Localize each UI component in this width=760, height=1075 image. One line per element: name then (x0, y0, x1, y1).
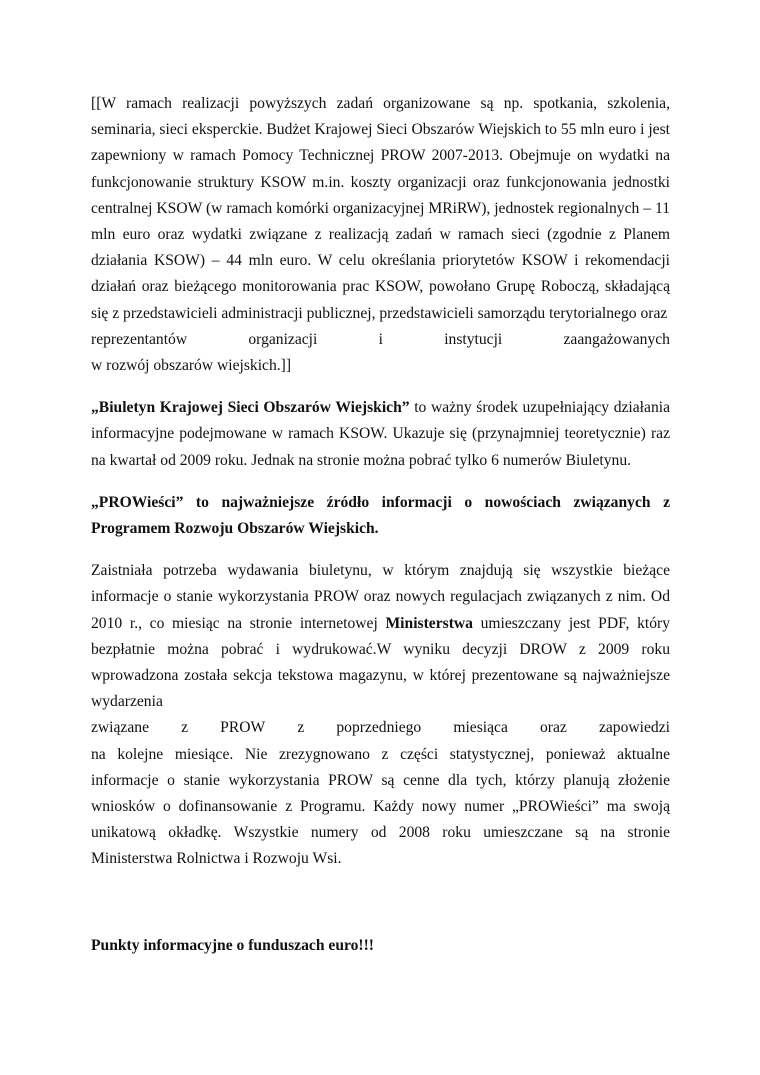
justified-line (91, 715, 670, 741)
paragraph-ksow-budget (91, 91, 670, 379)
word: z (181, 719, 189, 737)
document-page (91, 91, 670, 959)
punkty-heading-text: Punkty informacyjne o funduszach euro!!! (91, 936, 375, 954)
word: z (297, 719, 305, 737)
ministerstwa-bold: Ministerstwa (385, 614, 473, 632)
prowiesci-text-b: umieszczany jest PDF, który bezpłatnie można pobrać i wydrukować.W wyniku decyzji DROW z 2009 roku wprowadzona została sekcja tekstowa magazynu, w której prezentowane są najważniejsze wydarzenia (91, 614, 670, 711)
paragraph-ksow-budget-last-line: w rozwój obszarów wiejskich.]] (91, 357, 292, 375)
word: miesiąca (453, 719, 508, 737)
prowiesci-heading-text: „PROWieści” to najważniejsze źródło informacji o nowościach związanych z Programem Rozwoju Obszarów Wiejskich. (91, 493, 670, 538)
prowiesci-text-c: na kolejne miesiące. Nie zrezygnowano z części statystycznej, ponieważ aktualne informacje o stanie wykorzystania PROW są cenne dla tych, którzy planują złożenie wniosków o dofinansowanie z Programu. Każdy nowy numer „PROWieści” ma swoją unikatową okładkę. Wszystkie numery od 2008 roku umieszczane są na stronie Ministerstwa Rolnictwa i Rozwoju Wsi. (91, 745, 670, 868)
word: oraz (540, 719, 567, 737)
word: poprzedniego (336, 719, 422, 737)
word: i (378, 330, 383, 348)
biuletyn-description: to ważny środek uzupełniający działania informacyjne podejmowane w ramach KSOW. Ukazuje się (przynajmniej teoretycznie) raz na kwartał od 2009 roku. Jednak na stronie można pobrać tylko 6 numerów Biuletynu. (91, 399, 670, 469)
paragraph-prowiesci-description (91, 558, 670, 872)
word: zapowiedzi (598, 719, 670, 737)
biuletyn-title: „Biuletyn Krajowej Sieci Obszarów Wiejskich” (91, 399, 410, 417)
justified-line (91, 327, 670, 353)
word: instytucji (444, 330, 503, 348)
word: organizacji (248, 330, 318, 348)
word: związane (91, 719, 149, 737)
word: reprezentantów (91, 330, 188, 348)
paragraph-prowiesci-heading (91, 490, 670, 542)
paragraph-biuletyn (91, 395, 670, 474)
word: zaangażowanych (563, 330, 670, 348)
paragraph-punkty-heading (91, 933, 670, 959)
paragraph-ksow-budget-text: [[W ramach realizacji powyższych zadań organizowane są np. spotkania, szkolenia, seminaria, sieci eksperckie. Budżet Krajowej Sieci Obszarów Wiejskich to 55 mln euro i jest zapewniony w ramach Pomocy Technicznej PROW 2007-2013. Obejmuje on wydatki na funkcjonowanie struktury KSOW m.in. koszty organizacji oraz funkcjonowania jednostki centralnej KSOW (w ramach komórki organizacyjnej MRiRW), jednostek regionalnych – 11 mln euro oraz wydatki związane z realizacją zadań w ramach sieci (zgodnie z Planem działania KSOW) – 44 mln euro. W celu określania priorytetów KSOW i rekomendacji działań oraz bieżącego monitorowania prac KSOW, powołano Grupę Roboczą, składającą się z przedstawicieli administracji publicznej, przedstawicieli samorządu terytorialnego oraz (91, 95, 670, 322)
prowiesci-text-a: Zaistniała potrzeba wydawania biuletynu, w którym znajdują się wszystkie bieżące informacje o stanie wykorzystania PROW oraz nowych regulacjach związanych z nim. Od 2010 r., co miesiąc na stronie internetowej (91, 562, 670, 632)
word: PROW (220, 719, 266, 737)
